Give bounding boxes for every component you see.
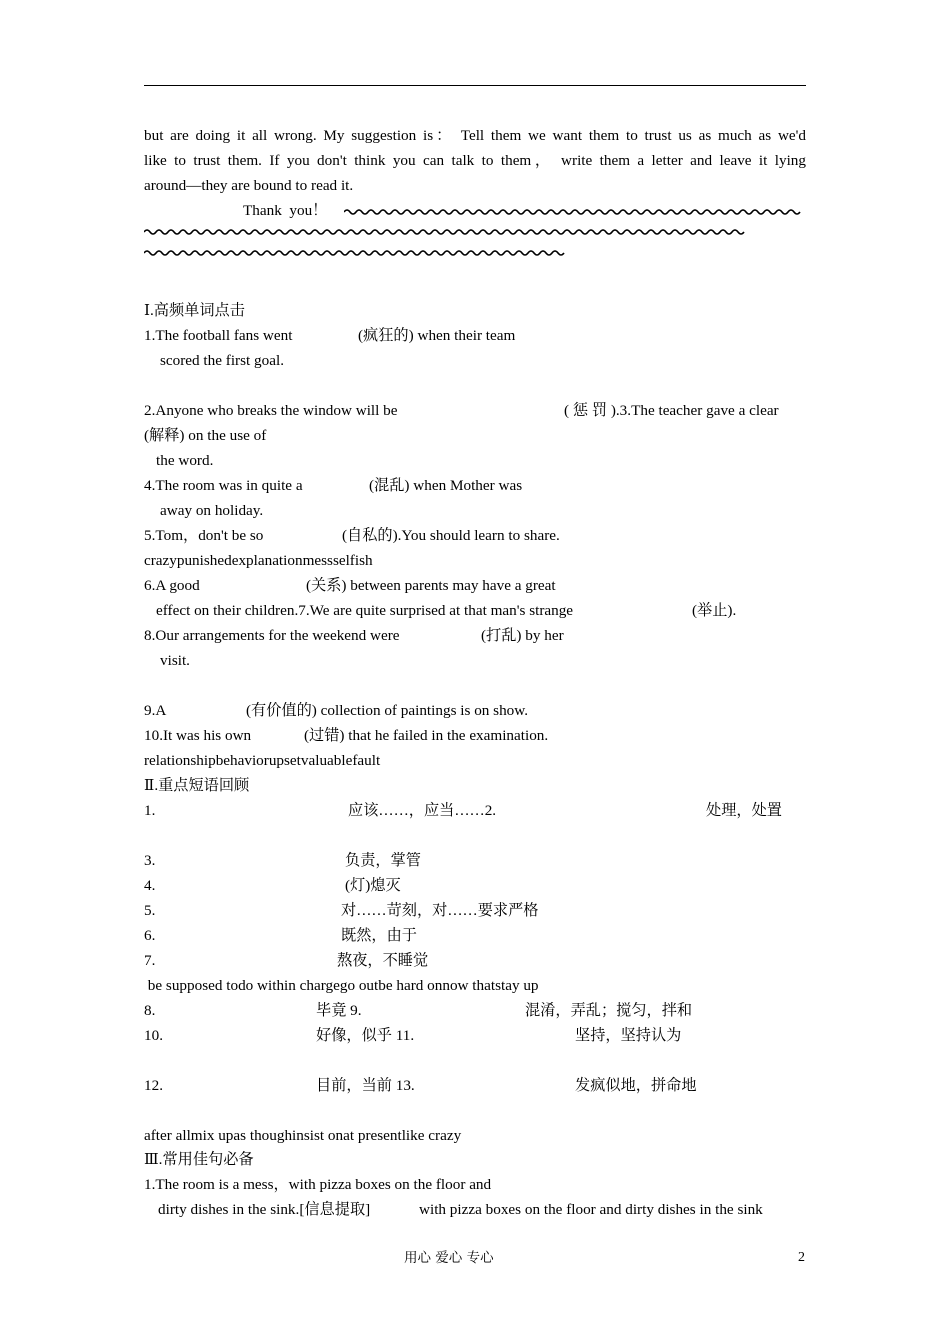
phrase-9-meaning: 混淆，弄乱；搅匀，拌和 <box>525 1002 693 1019</box>
q6-hint: (关系) between parents may have a great <box>306 577 556 594</box>
q6-text: 6.A good <box>144 577 200 594</box>
phrase-13-meaning: 发疯似地，拼命地 <box>575 1077 697 1094</box>
q4-hint: (混乱) when Mother was <box>369 477 523 494</box>
q4-text: 4.The room was in quite a <box>144 477 303 494</box>
phrase-8-meaning: 毕竟 9. <box>316 1002 362 1019</box>
phrase-4-meaning: (灯)熄灭 <box>345 877 401 894</box>
q1-cont: scored the first goal. <box>160 352 284 369</box>
phrase-7-meaning: 熬夜，不睡觉 <box>337 952 429 969</box>
phrase-7-num: 7. <box>144 952 156 969</box>
q8-hint: (打乱) by her <box>481 627 564 644</box>
header-rule <box>144 85 806 86</box>
phrase-12-meaning: 目前，当前 13. <box>316 1077 415 1094</box>
page-number: 2 <box>798 1250 805 1265</box>
section-3-heading: Ⅲ.常用佳句必备 <box>144 1151 254 1168</box>
letter-line-1: but are doing it all wrong. My suggestion is： Tell them we want them to trust us as much as we'd <box>144 127 806 144</box>
phrase-6-num: 6. <box>144 927 156 944</box>
phrase-5-num: 5. <box>144 902 156 919</box>
answers-1-10-a: crazypunishedexplanationmessselfish <box>144 552 373 569</box>
letter-thanks: Thank you！ <box>243 202 328 219</box>
letter-line-2: like to trust them. If you don't think you can talk to them， write them a letter and leave it lying <box>144 152 806 169</box>
phrase-10-meaning: 好像，似乎 11. <box>316 1027 415 1044</box>
q5-text: 5.Tom，don't be so <box>144 527 264 544</box>
q9-text: 9.A <box>144 702 167 719</box>
q1-hint: (疯狂的) when their team <box>358 327 516 344</box>
q4-cont: away on holiday. <box>160 502 264 519</box>
phrase-3-num: 3. <box>144 852 156 869</box>
q5-hint: (自私的).You should learn to share. <box>342 527 560 544</box>
phrase-8-num: 8. <box>144 1002 156 1019</box>
q7-hint: (举止). <box>692 602 737 619</box>
phrase-answers-8-13: after allmix upas thoughinsist onat presentlike crazy <box>144 1127 462 1144</box>
footer-motto: 用心 爱心 专心 <box>404 1250 494 1266</box>
phrase-1-meaning: 应该……，应当……2. <box>348 802 497 819</box>
q9-hint: (有价值的) collection of paintings is on show. <box>246 702 529 719</box>
phrase-5-meaning: 对……苛刻，对……要求严格 <box>341 902 539 919</box>
wavy-underline-3 <box>144 246 570 260</box>
phrase-10-num: 10. <box>144 1027 163 1044</box>
q10-hint: (过错) that he failed in the examination. <box>304 727 549 744</box>
sentence-1-cont: dirty dishes in the sink.[信息提取] <box>158 1201 371 1218</box>
phrase-12-num: 12. <box>144 1077 163 1094</box>
q2-text: 2.Anyone who breaks the window will be <box>144 402 398 419</box>
phrase-2-meaning: 处理，处置 <box>706 802 782 819</box>
answers-1-10-b: relationshipbehaviorupsetvaluablefault <box>144 752 381 769</box>
q10-text: 10.It was his own <box>144 727 252 744</box>
q3-cont: the word. <box>156 452 214 469</box>
q3-hint: (解释) on the use of <box>144 427 267 444</box>
wavy-underline-2 <box>144 225 750 239</box>
phrase-11-meaning: 坚持，坚持认为 <box>575 1027 682 1044</box>
section-1-heading: Ⅰ.高频单词点击 <box>144 302 245 319</box>
q8-cont: visit. <box>160 652 190 669</box>
sentence-1: 1.The room is a mess，with pizza boxes on the floor and <box>144 1176 492 1193</box>
letter-line-3: around—they are bound to read it. <box>144 177 354 194</box>
sentence-1-extract: with pizza boxes on the floor and dirty dishes in the sink <box>419 1201 763 1218</box>
phrase-answers-1-7: be supposed todo within chargego outbe hard onnow thatstay up <box>144 977 539 994</box>
phrase-6-meaning: 既然，由于 <box>341 927 417 944</box>
phrase-1-num: 1. <box>144 802 156 819</box>
q8-text: 8.Our arrangements for the weekend were <box>144 627 400 644</box>
q2-hint: ( 惩 罚 ).3.The teacher gave a clear <box>564 402 779 419</box>
phrase-4-num: 4. <box>144 877 156 894</box>
section-2-heading: Ⅱ.重点短语回顾 <box>144 777 250 794</box>
q6-cont: effect on their children.7.We are quite surprised at that man's strange <box>156 602 574 619</box>
phrase-3-meaning: 负责，掌管 <box>345 852 421 869</box>
q1-text: 1.The football fans went <box>144 327 293 344</box>
wavy-underline-1 <box>344 205 806 219</box>
